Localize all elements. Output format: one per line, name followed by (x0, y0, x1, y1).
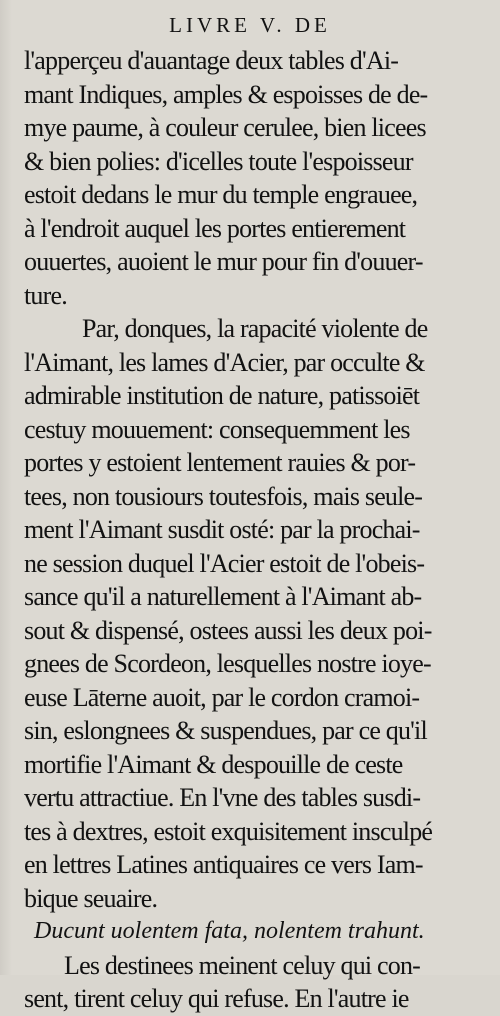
text-line: admirable institution de nature, patissoiēt (24, 381, 420, 410)
text-line: en lettres Latines antiquaires ce vers Iam- (24, 850, 423, 879)
text-line: & bien polies: d'icelles toute l'espoisseur (24, 146, 413, 176)
text-line: l'Aimant, les lames d'Acier, par occulte & (24, 347, 425, 377)
text-line: vertu attractiue. En l'vne des tables susdi- (24, 783, 421, 812)
text-line: gnees de Scordeon, lesquelles nostre ioye- (24, 649, 431, 678)
text-line: ment l'Aimant susdit osté: par la prochai- (24, 515, 420, 544)
text-line: à l'endroit auquel les portes entierement (24, 213, 406, 243)
text-line: sin, eslongnees & suspendues, par ce qu'il (24, 716, 427, 745)
text-line: cestuy mouuement: consequemment les (24, 414, 410, 444)
text-line: sent, tirent celuy qui refuse. En l'autre ie (24, 984, 409, 1013)
text-line: estoit dedans le mur du temple engrauee, (24, 180, 418, 209)
text-line: mortifie l'Aimant & despouille de ceste (24, 749, 403, 779)
latin-verse: Ducunt uolentem fata, nolentem trahunt. (34, 918, 425, 944)
body-text (24, 44, 488, 1016)
text-line: tes à dextres, estoit exquisitement insculpé (24, 816, 433, 846)
text-line: euse Lāterne auoit, par le cordon cramoi- (24, 682, 420, 712)
text-line: mant Indiques, amples & espoisses de de- (24, 79, 428, 109)
running-head: LIVRE V. DE (169, 13, 331, 37)
text-line: tees, non tousiours toutesfois, mais seule- (24, 481, 423, 511)
paragraph-start: Les destinees meinent celuy qui con- (64, 950, 421, 980)
text-line: sout & dispensé, ostees aussi les deux poi- (24, 615, 432, 645)
text-line: portes y estoient lentement rauies & por- (24, 448, 416, 477)
text-line: bique seuaire. (24, 883, 158, 913)
text-line: ture. (24, 280, 67, 310)
text-line: mye paume, à couleur cerulee, bien licees (24, 113, 426, 142)
text-line: l'apperçeu d'auantage deux tables d'Ai- (24, 46, 399, 75)
text-line: ne session duquel l'Acier estoit de l'obeis- (24, 548, 425, 578)
text-line: ouuertes, auoient le mur pour fin d'ouuer- (24, 247, 423, 276)
paragraph-start: Par, donques, la rapacité violente de (82, 314, 428, 343)
text-line: sance qu'il a naturellement à l'Aimant ab- (24, 582, 422, 611)
page-edge (0, 0, 12, 975)
